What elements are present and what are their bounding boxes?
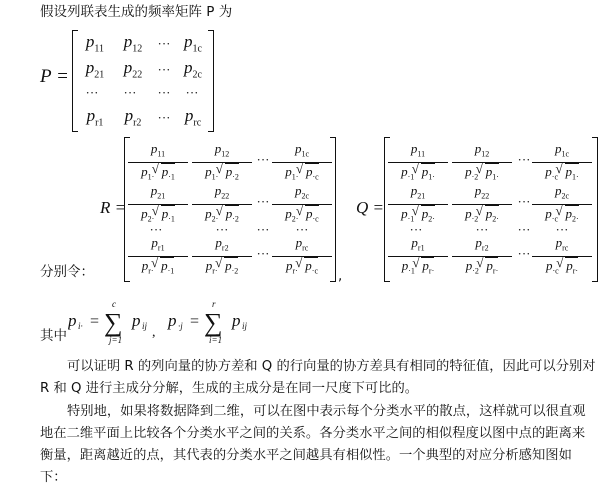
dots: ··· bbox=[555, 222, 569, 237]
svg-text:,: , bbox=[152, 325, 156, 340]
p1c: $p_{1c}$ bbox=[184, 32, 202, 55]
dots: ··· bbox=[157, 85, 171, 100]
p22: $p_{22}$ bbox=[123, 58, 143, 81]
rr2: $\frac{p_{r2}}{p_{r\cdot} √ p_{\cdot 2}}$ bbox=[192, 236, 252, 278]
qizhong-text: 其中 bbox=[40, 328, 67, 344]
svg-text:c: c bbox=[112, 299, 116, 309]
svg-text:ij: ij bbox=[242, 321, 248, 331]
q1c: $\frac{p_{1c}}{p_{\cdot c} √ p_{1\cdot}}$ bbox=[532, 142, 592, 184]
prc: $p_{rc}$ bbox=[184, 106, 202, 129]
pr2: $p_{r2}$ bbox=[124, 106, 142, 129]
svg-text:i=1: i=1 bbox=[209, 335, 223, 345]
svg-text:i·: i· bbox=[78, 321, 83, 331]
matrix-r-label: R = bbox=[100, 198, 127, 217]
dots: ··· bbox=[475, 222, 489, 237]
r11: $\frac{p_{11}}{p_{1\cdot} √ p_{\cdot 1}}$ bbox=[128, 142, 188, 184]
dots: ··· bbox=[295, 222, 309, 237]
dots: ··· bbox=[149, 222, 163, 237]
svg-text:r: r bbox=[212, 299, 216, 309]
p12: $p_{12}$ bbox=[123, 32, 143, 55]
dots: ··· bbox=[517, 246, 531, 261]
r21: $\frac{p_{21}}{p_{2\cdot} √ p_{\cdot 1}}$ bbox=[128, 184, 188, 226]
svg-text:=: = bbox=[190, 313, 200, 330]
svg-text:j=1: j=1 bbox=[109, 335, 123, 345]
matrix-p-label: P = bbox=[40, 66, 69, 87]
paragraph-2: 特别地，如果将数据降到二维，可以在图中表示每个分类水平的散点，这样就可以很直观地在二维平面上比较各个分类水平之间的关系。各分类水平之间的相似程度以图中点的距离来衡量，距离越近的点，其代表的分类水平之间越具有相似性。一个典型的对应分析感知图如下： bbox=[40, 404, 586, 485]
dots: ··· bbox=[517, 152, 531, 167]
intro-text: 假设列联表生成的频率矩阵 P 为 bbox=[40, 4, 233, 20]
qr1: $\frac{p_{r1}}{p_{\cdot 1} √ p_{r\cdot}}$ bbox=[388, 236, 448, 278]
marginal-sum-formula bbox=[68, 296, 258, 346]
dots: ··· bbox=[157, 36, 171, 51]
dots: ··· bbox=[256, 152, 270, 167]
rrc: $p_{rc}$ $p_{r\cdot}$ √ $p_{\cdot c}$ bbox=[272, 236, 332, 278]
svg-text:ij: ij bbox=[142, 321, 148, 331]
svg-text:∑: ∑ bbox=[104, 308, 123, 337]
qr2: $\frac{p_{r2}}{p_{\cdot 2} √ p_{r\cdot}}$ bbox=[452, 236, 512, 278]
dots: ··· bbox=[157, 110, 171, 125]
dots: ··· bbox=[517, 222, 531, 237]
qrc: $p_{rc}$ $p_{\cdot c}$ √ $p_{r\cdot}$ bbox=[532, 236, 592, 278]
dots: ··· bbox=[215, 222, 229, 237]
dots: ··· bbox=[517, 194, 531, 209]
dots: ··· bbox=[185, 85, 199, 100]
q11: $\frac{p_{11}}{p_{\cdot 1} √ p_{1\cdot}}$ bbox=[388, 142, 448, 184]
svg-text:∑: ∑ bbox=[204, 308, 223, 337]
r2c: $\frac{p_{2c}}{p_{2\cdot} √ p_{\cdot c}}$ bbox=[272, 184, 332, 226]
dots: ··· bbox=[256, 194, 270, 209]
r1c: $\frac{p_{1c}}{p_{1\cdot} √ p_{\cdot c}}$ bbox=[272, 142, 332, 184]
matrix-q-right-bracket bbox=[592, 137, 598, 282]
p11: $p_{11}$ bbox=[85, 32, 105, 55]
fenbie-ling-text: 分别令： bbox=[40, 264, 94, 280]
r12: $\frac{p_{12}}{p_{1\cdot} √ p_{\cdot 2}}$ bbox=[192, 142, 252, 184]
q12: $\frac{p_{12}}{p_{\cdot 2} √ p_{1\cdot}}$ bbox=[452, 142, 512, 184]
p2c: $p_{2c}$ bbox=[184, 58, 202, 81]
matrix-q-label: Q = bbox=[356, 198, 384, 217]
paragraph-1: 可以证明 R 的列向量的协方差和 Q 的行向量的协方差具有相同的特征值，因此可以分别对 R 和 Q 进行主成分分解，生成的主成分是在同一尺度下可比的。 bbox=[40, 359, 596, 396]
svg-text:p: p bbox=[168, 311, 177, 330]
dots: ··· bbox=[409, 222, 423, 237]
q2c: $\frac{p_{2c}}{p_{\cdot c} √ p_{2\cdot}}$ bbox=[532, 184, 592, 226]
rr1: $\frac{p_{r1}}{p_{r\cdot} √ p_{\cdot 1}}$ bbox=[128, 236, 188, 278]
dots: ··· bbox=[256, 246, 270, 261]
dots: ··· bbox=[157, 62, 171, 77]
svg-text:·j: ·j bbox=[178, 321, 183, 331]
separator-comma: , bbox=[338, 268, 343, 284]
p21: $p_{21}$ bbox=[85, 58, 105, 81]
dots: ··· bbox=[85, 85, 99, 100]
svg-text:p: p bbox=[232, 311, 241, 330]
svg-text:=: = bbox=[90, 313, 100, 330]
q21: $\frac{p_{21}}{p_{\cdot 1} √ p_{2\cdot}}$ bbox=[388, 184, 448, 226]
dots: ··· bbox=[123, 85, 137, 100]
svg-text:p: p bbox=[68, 311, 77, 330]
svg-text:p: p bbox=[132, 311, 141, 330]
r22: $\frac{p_{22}}{p_{2\cdot} √ p_{\cdot 2}}$ bbox=[192, 184, 252, 226]
pr1: $p_{r1}$ bbox=[86, 106, 104, 129]
dots: ··· bbox=[256, 222, 270, 237]
q22: $\frac{p_{22}}{p_{\cdot 2} √ p_{2\cdot}}$ bbox=[452, 184, 512, 226]
